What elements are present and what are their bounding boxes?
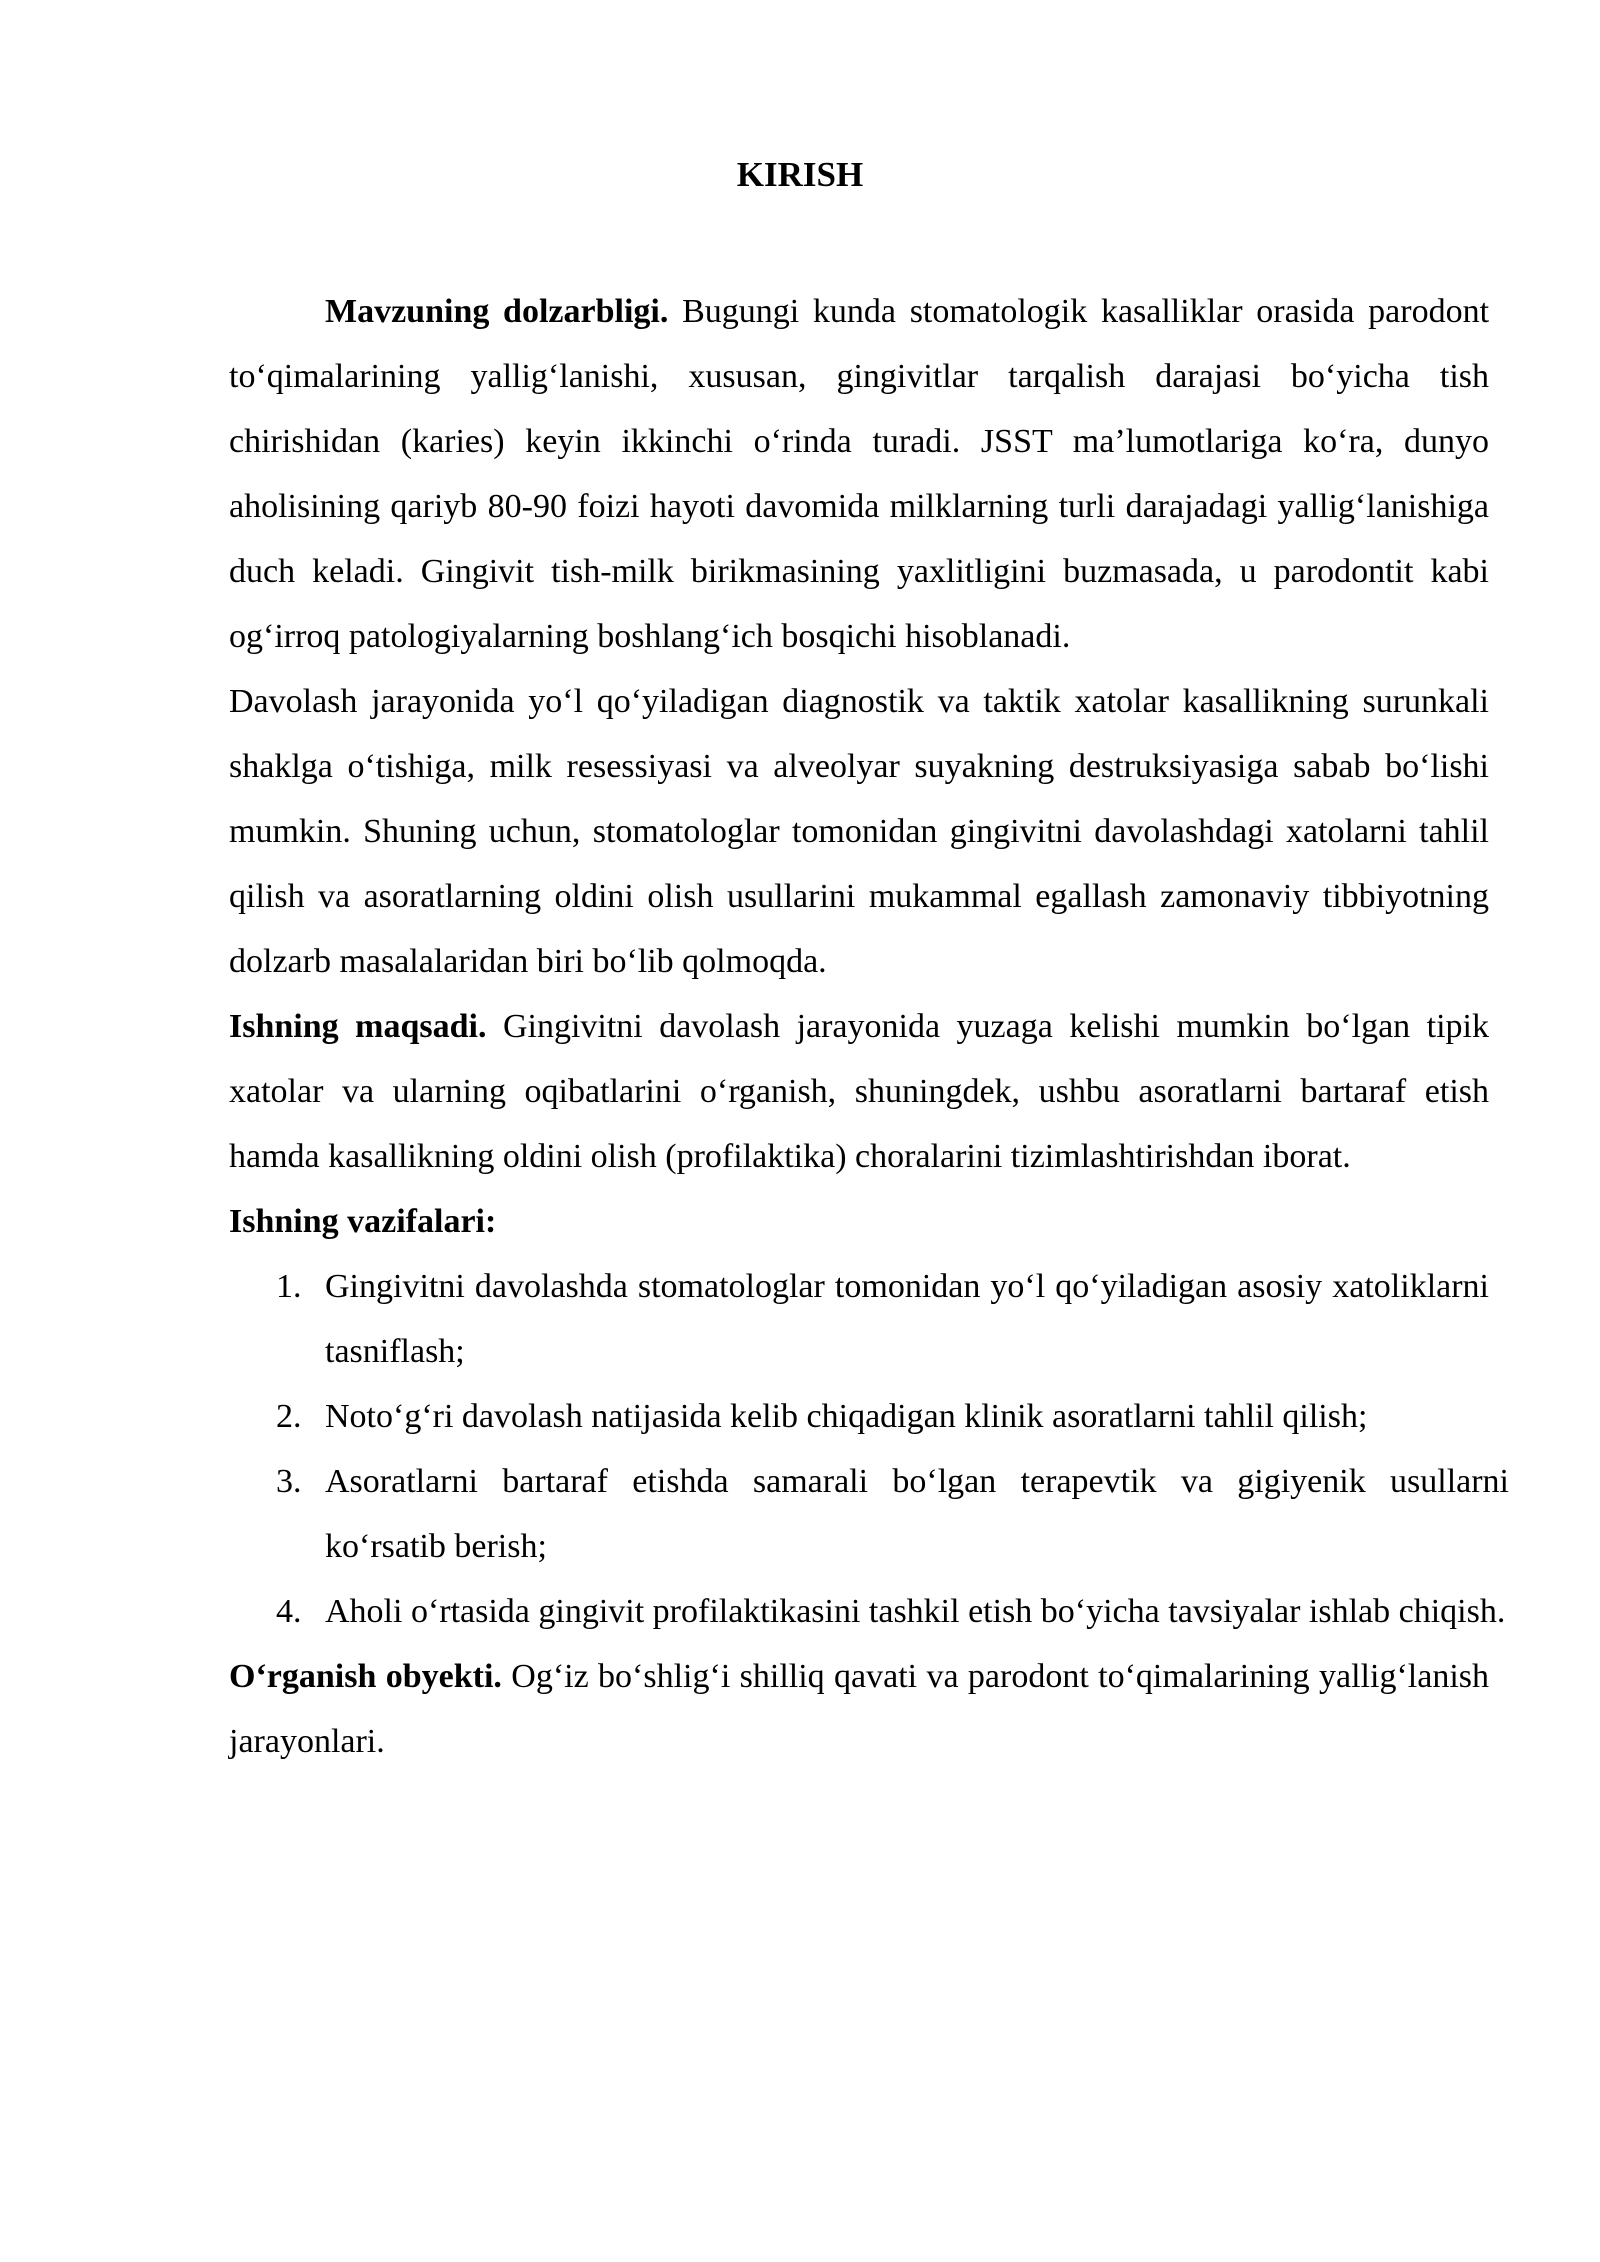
list-item [229, 1579, 1509, 1644]
list-item [229, 1449, 1509, 1579]
object-heading: O‘rganish obyekti. [229, 1658, 502, 1695]
relevance-paragraph [229, 279, 1489, 669]
object-paragraph [229, 1644, 1489, 1774]
relevance-text: Bugungi kunda stomatologik kasalliklar orasida parodont to‘qimalarining yallig‘lanishi, xususan, gingivitlar tarqalish darajasi bo‘yicha tish chirishidan (karies) keyin ikkinchi o‘rinda turadi. JSST ma’lumotlariga ko‘ra, dunyo aholisining qariyb 80-90 foizi hayoti davomida milklarning turli darajadagi yallig‘lanishiga duch keladi. Gingivit tish-milk birikmasining yaxlitligini buzmasada, u parodontit kabi og‘irroq patologiyalarning boshlang‘ich bosqichi hisoblanadi. [229, 293, 1490, 655]
list-item-number: 2. [276, 1398, 302, 1435]
goal-heading: Ishning maqsadi. [229, 1008, 487, 1045]
goal-text: Gingivitni davolash jarayonida yuzaga kelishi mumkin bo‘lgan tipik xatolar va ularning oqibatlarini o‘rganish, shuningdek, ushbu asoratlarni bartaraf etish hamda kasallikning oldini olish (profilaktika) choralarini tizimlashtirishdan iborat. [229, 1008, 1489, 1175]
document-body [229, 279, 1509, 1774]
errors-paragraph: Davolash jarayonida yo‘l qo‘yiladigan diagnostik va taktik xatolar kasallikning surunkali shaklga o‘tishiga, milk resessiyasi va alveolyar suyakning destruksiyasiga sabab bo‘lishi mumkin. Shuning uchun, stomatologlar tomonidan gingivitni davolashdagi xatolarni tahlil qilish va asoratlarning oldini olish usullarini mukammal egallash zamonaviy tibbiyotning dolzarb masalalaridan biri bo‘lib qolmoqda. [229, 683, 1489, 980]
list-item-number: 1. [276, 1268, 302, 1305]
goal-paragraph [229, 994, 1489, 1189]
tasks-list [229, 1254, 1509, 1644]
list-item-text: Asoratlarni bartaraf etishda samarali bo‘lgan terapevtik va gigiyenik usullarni ko‘rsatib berish; [325, 1463, 1509, 1565]
tasks-heading: Ishning vazifalari: [229, 1203, 497, 1240]
list-item-text: Gingivitni davolashda stomatologlar tomonidan yo‘l qo‘yiladigan asosiy xatoliklarni tasniflash; [325, 1268, 1489, 1370]
page-title: KIRISH [736, 155, 864, 194]
list-item-text: Noto‘g‘ri davolash natijasida kelib chiqadigan klinik asoratlarni tahlil qilish; [325, 1398, 1368, 1435]
list-item-number: 4. [276, 1593, 302, 1630]
object-text: Og‘iz bo‘shlig‘i shilliq qavati va parodont to‘qimalarining yallig‘lanish jarayonlari. [229, 1658, 1489, 1760]
list-item-text: Aholi o‘rtasida gingivit profilaktikasini tashkil etish bo‘yicha tavsiyalar ishlab chiqish. [325, 1593, 1506, 1630]
list-item [229, 1384, 1489, 1449]
list-item [229, 1254, 1489, 1384]
list-item-number: 3. [276, 1463, 302, 1500]
relevance-heading: Mavzuning dolzarbligi. [325, 293, 669, 330]
